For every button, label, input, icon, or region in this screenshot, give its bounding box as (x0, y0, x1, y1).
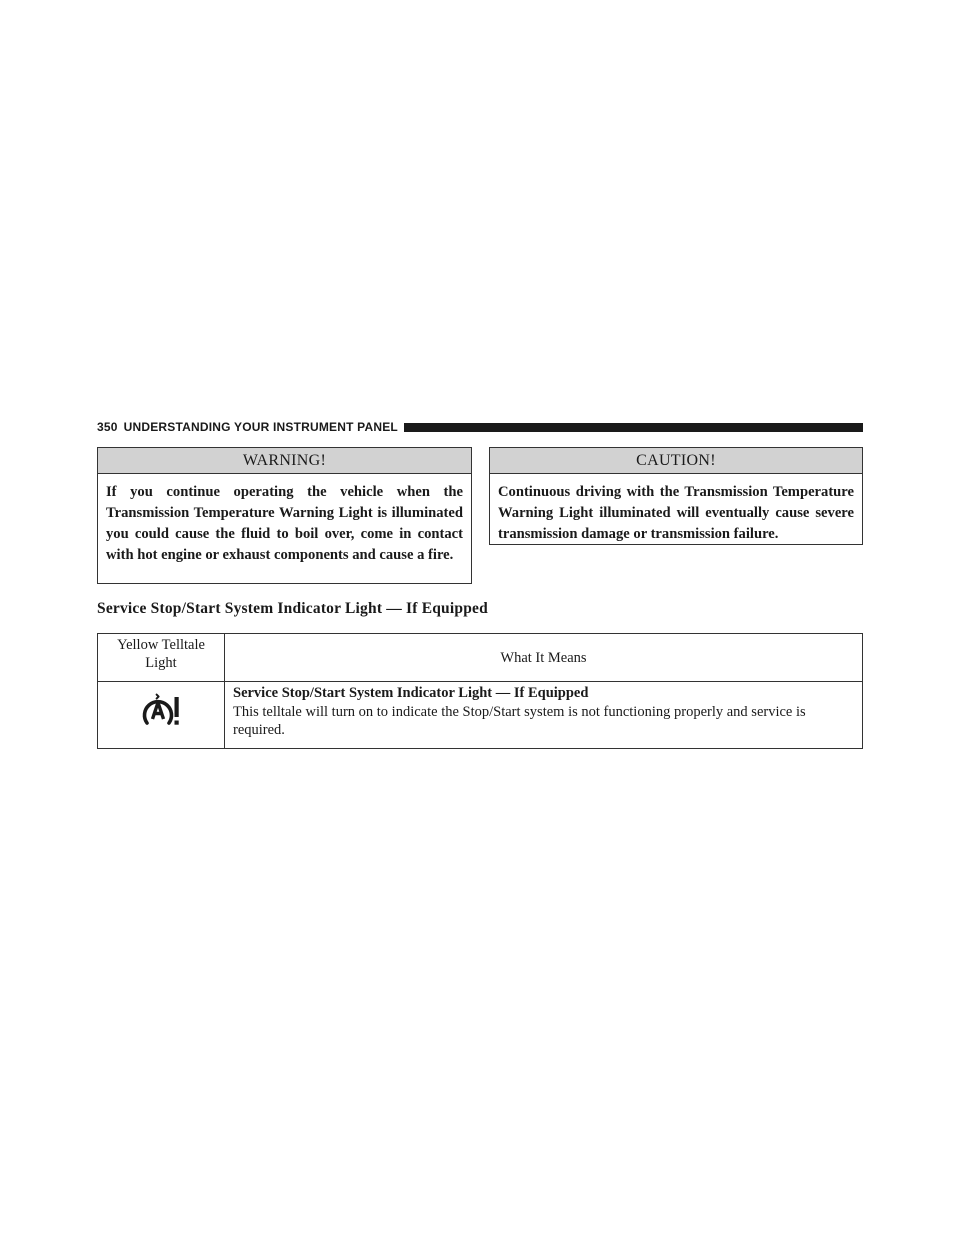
page-header (97, 420, 863, 434)
caution-body: Continuous driving with the Transmission Temperature Warning Light illuminated will eventually cause severe transmission damage or transmission failure. (498, 484, 854, 542)
table-row (98, 682, 863, 749)
section-name: UNDERSTANDING YOUR INSTRUMENT PANEL (123, 420, 398, 434)
page-number: 350 (97, 420, 118, 434)
warning-body: If you continue operating the vehicle when the Transmission Temperature Warning Light is illuminated you could cause the fluid to boil over, come in contact with hot engine or exhaust components and cause a fire. (106, 484, 463, 563)
telltale-meaning-description: This telltale will turn on to indicate the Stop/Start system is not functioning properly and service is required. (233, 703, 806, 738)
header-rule (404, 423, 863, 432)
telltale-meaning-title: Service Stop/Start System Indicator Light — If Equipped (233, 685, 589, 701)
stop-start-service-icon (138, 720, 184, 736)
caution-box (489, 447, 863, 545)
warning-box (97, 447, 472, 584)
header-light: Yellow Telltale Light (98, 634, 225, 682)
section-title: Service Stop/Start System Indicator Light — If Equipped (97, 600, 488, 617)
warning-title: WARNING! (98, 448, 471, 474)
telltale-meaning-cell (225, 682, 863, 749)
header-meaning: What It Means (225, 634, 863, 682)
caution-title: CAUTION! (490, 448, 862, 474)
telltale-icon-cell (98, 682, 225, 749)
table-header-row (98, 634, 863, 682)
telltale-table (97, 633, 863, 749)
